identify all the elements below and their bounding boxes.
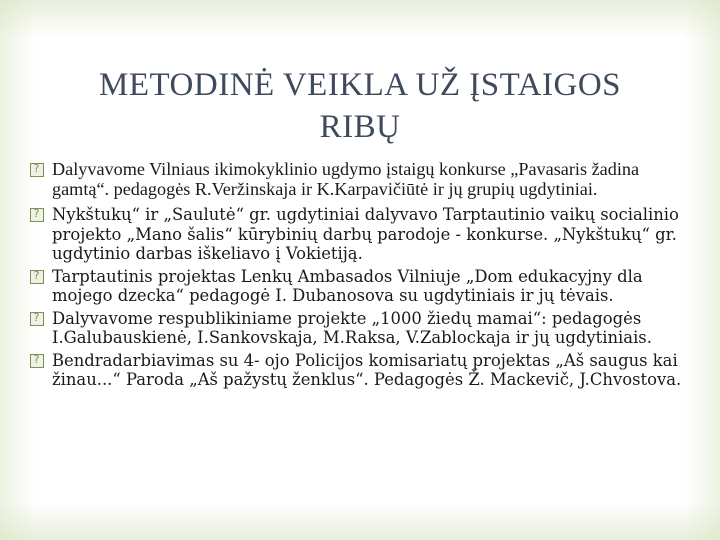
- list-item-text: Nykštukų“ ir „Saulutė“ gr. ugdytiniai dalyvavo Tarptautinio vaikų socialinio projekto „Mano šalis“ kūrybinių darbų parodoje - konkurse. „Nykštukų“ gr. ugdytinio darbas iškeliavo į Vokietiją.: [52, 205, 679, 263]
- title-line-1: METODINĖ VEIKLA UŽ ĮSTAIGOS: [98, 67, 622, 103]
- bullet-box-icon: [30, 208, 44, 222]
- bullet-box-icon: [30, 270, 44, 284]
- slide-title: [40, 64, 680, 148]
- list-item-text: Dalyvavome Vilniaus ikimokyklinio ugdymo įstaigų konkurse „Pavasaris žadina gamtą“. pedagogės R.Veržinskaja ir K.Karpavičiūtė ir jų grupių ugdytiniai.: [52, 159, 640, 199]
- list-item-text: Dalyvavome respublikiniame projekte „1000 žiedų mamai“: pedagogės I.Galubauskienė, I.Sankovskaja, M.Raksa, V.Zablockaja ir jų ugdytiniais.: [52, 308, 652, 347]
- bullet-list: [30, 160, 690, 393]
- bullet-box-icon: [30, 312, 44, 326]
- list-item-text: Bendradarbiavimas su 4- ojo Policijos komisariatų projektas „Aš saugus kai žinau...“ Paroda „Aš pažystų ženklus“. Pedagogės Ž. Mackevič, J.Chvostova.: [52, 350, 682, 389]
- bullet-box-icon: [30, 163, 44, 177]
- list-item: [30, 205, 690, 264]
- list-item: [30, 351, 690, 390]
- bullet-box-icon: [30, 354, 44, 368]
- list-item: [30, 267, 690, 306]
- list-item: [30, 309, 690, 348]
- title-line-2: RIBŲ: [319, 109, 401, 145]
- list-item-text: Tarptautinis projektas Lenkų Ambasados Vilniuje „Dom edukacyjny dla mojego dzecka“ pedagogė I. Dubanosova su ugdytiniais ir jų tėvais.: [52, 266, 643, 305]
- list-item: [30, 160, 690, 199]
